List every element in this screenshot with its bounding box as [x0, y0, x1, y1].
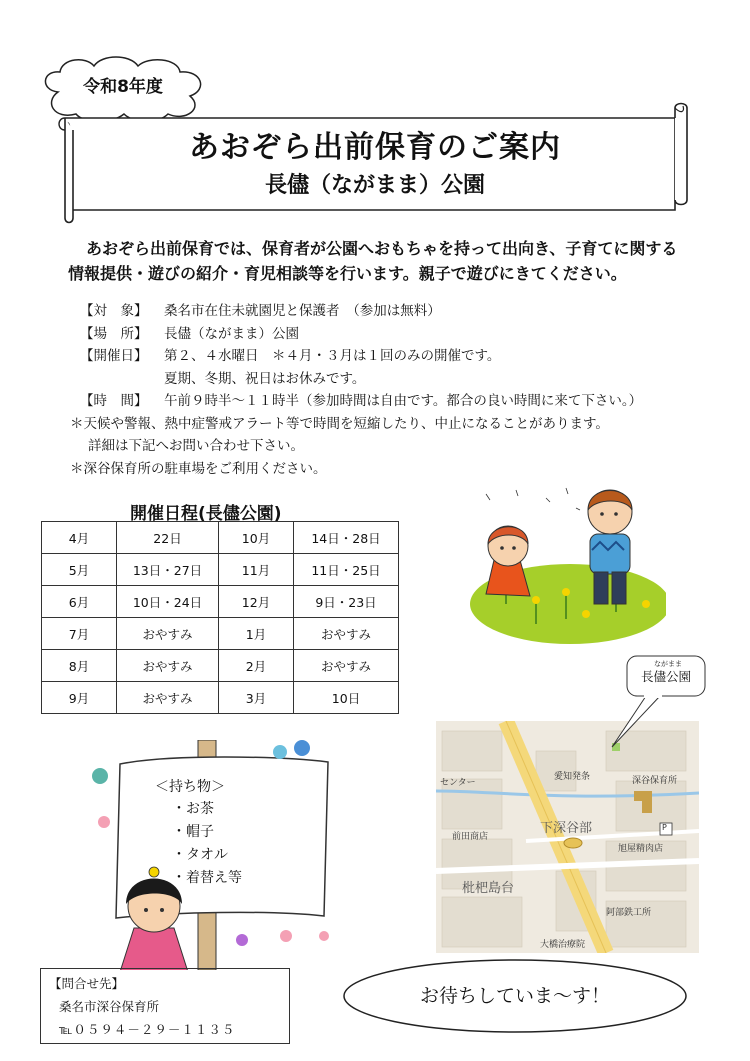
detail-label: 【開催日】 — [80, 348, 148, 364]
month-cell: 9月 — [42, 682, 117, 714]
page-subtitle: 長儘（ながまま）公園 — [264, 173, 485, 198]
list-item: ・帽子 — [172, 824, 214, 840]
detail-holidays — [80, 368, 720, 391]
map-label: センター — [440, 778, 476, 788]
intro-line-2: 情報提供・遊びの紹介・育児相談等を行います。親子で遊びにきてください。 — [68, 264, 627, 283]
month-cell: 12月 — [219, 586, 294, 618]
month-cell: 7月 — [42, 618, 117, 650]
belongings-title: ＜持ち物＞ — [155, 779, 225, 795]
table-row — [42, 650, 399, 682]
event-details — [70, 300, 720, 480]
page-title: あおぞら出前保育のご案内 — [189, 130, 561, 165]
location-map — [436, 721, 699, 953]
date-cell: おやすみ — [117, 618, 219, 650]
children-playing-illustration — [466, 484, 666, 644]
table-row — [42, 586, 399, 618]
list-item: ・お茶 — [172, 801, 214, 817]
date-cell: おやすみ — [117, 682, 219, 714]
month-cell: 11月 — [219, 554, 294, 586]
map-label: 大橋治療院 — [540, 940, 586, 950]
list-item: ・タオル — [172, 847, 228, 863]
detail-label: 【時 間】 — [80, 393, 148, 409]
detail-target — [80, 300, 720, 323]
date-cell: 9日・23日 — [294, 586, 399, 618]
map-label: 阿部鉄工所 — [606, 908, 652, 918]
map-label: 深谷保育所 — [632, 776, 678, 786]
date-cell: 10日 — [294, 682, 399, 714]
intro-paragraph — [68, 236, 708, 286]
callout-ruby: ながまま — [654, 660, 682, 668]
map-label: 愛知発条 — [554, 772, 591, 782]
map-label: 下深谷部 — [540, 821, 593, 836]
date-cell: 22日 — [117, 522, 219, 554]
date-cell: おやすみ — [294, 650, 399, 682]
month-cell: 6月 — [42, 586, 117, 618]
month-cell: 4月 — [42, 522, 117, 554]
belongings-list — [172, 798, 242, 890]
month-cell: 8月 — [42, 650, 117, 682]
callout-label: 長儘公園 — [640, 669, 691, 684]
contact-org: 桑名市深谷保育所 — [59, 999, 160, 1014]
closing-message: お待ちしていま～す！ — [419, 985, 610, 1007]
detail-label — [80, 368, 164, 391]
date-cell: 10日・24日 — [117, 586, 219, 618]
month-cell: 5月 — [42, 554, 117, 586]
table-row — [42, 522, 399, 554]
map-label: 前田商店 — [452, 832, 489, 842]
detail-time — [80, 390, 720, 413]
date-cell: 11日・25日 — [294, 554, 399, 586]
month-cell: 1月 — [219, 618, 294, 650]
month-cell: 10月 — [219, 522, 294, 554]
table-row — [42, 554, 399, 586]
schedule-title: 開催日程(長儘公園) — [130, 504, 282, 524]
note-weather: ＊天候や警報、熱中症警戒アラート等で時間を短縮したり、中止になることがあります。 — [70, 415, 609, 432]
month-cell: 2月 — [219, 650, 294, 682]
detail-value: 第２、４水曜日 ＊４月・３月は１回のみの開催です。 — [164, 348, 501, 364]
date-cell: 13日・27日 — [117, 554, 219, 586]
detail-place — [80, 323, 720, 346]
month-cell: 3月 — [219, 682, 294, 714]
detail-label: 【対 象】 — [80, 303, 148, 319]
detail-value: 長儘（ながまま）公園 — [164, 325, 299, 342]
detail-dates — [80, 345, 720, 368]
map-label: P — [662, 823, 667, 832]
year-badge: 令和8年度 — [83, 77, 163, 97]
contact-heading: 【問合せ先】 — [49, 976, 125, 991]
table-row — [42, 618, 399, 650]
map-label: 枇杷島台 — [462, 881, 515, 896]
date-cell: おやすみ — [117, 650, 219, 682]
intro-line-1: あおぞら出前保育では、保育者が公園へおもちゃを持って出向き、子育てに関する — [86, 239, 678, 258]
note-inquiry: 詳細は下記へお問い合わせ下さい。 — [88, 438, 304, 454]
detail-value: 午前９時半～１１時半（参加時間は自由です。都合の良い時間に来て下さい。） — [164, 393, 643, 409]
contact-box — [40, 968, 290, 1044]
detail-value: 桑名市在住未就園児と保護者 （参加は無料） — [164, 303, 441, 319]
note-parking: ＊深谷保育所の駐車場をご利用ください。 — [70, 460, 327, 477]
schedule-table — [41, 521, 399, 714]
contact-phone: ℡０５９４－２９－１１３５ — [59, 1022, 236, 1037]
map-label: 旭屋精肉店 — [618, 844, 664, 854]
table-row — [42, 682, 399, 714]
date-cell: おやすみ — [294, 618, 399, 650]
detail-value: 夏期、冬期、祝日はお休みです。 — [164, 370, 366, 387]
date-cell: 14日・28日 — [294, 522, 399, 554]
detail-label: 【場 所】 — [80, 325, 148, 342]
list-item: ・着替え等 — [172, 870, 242, 886]
